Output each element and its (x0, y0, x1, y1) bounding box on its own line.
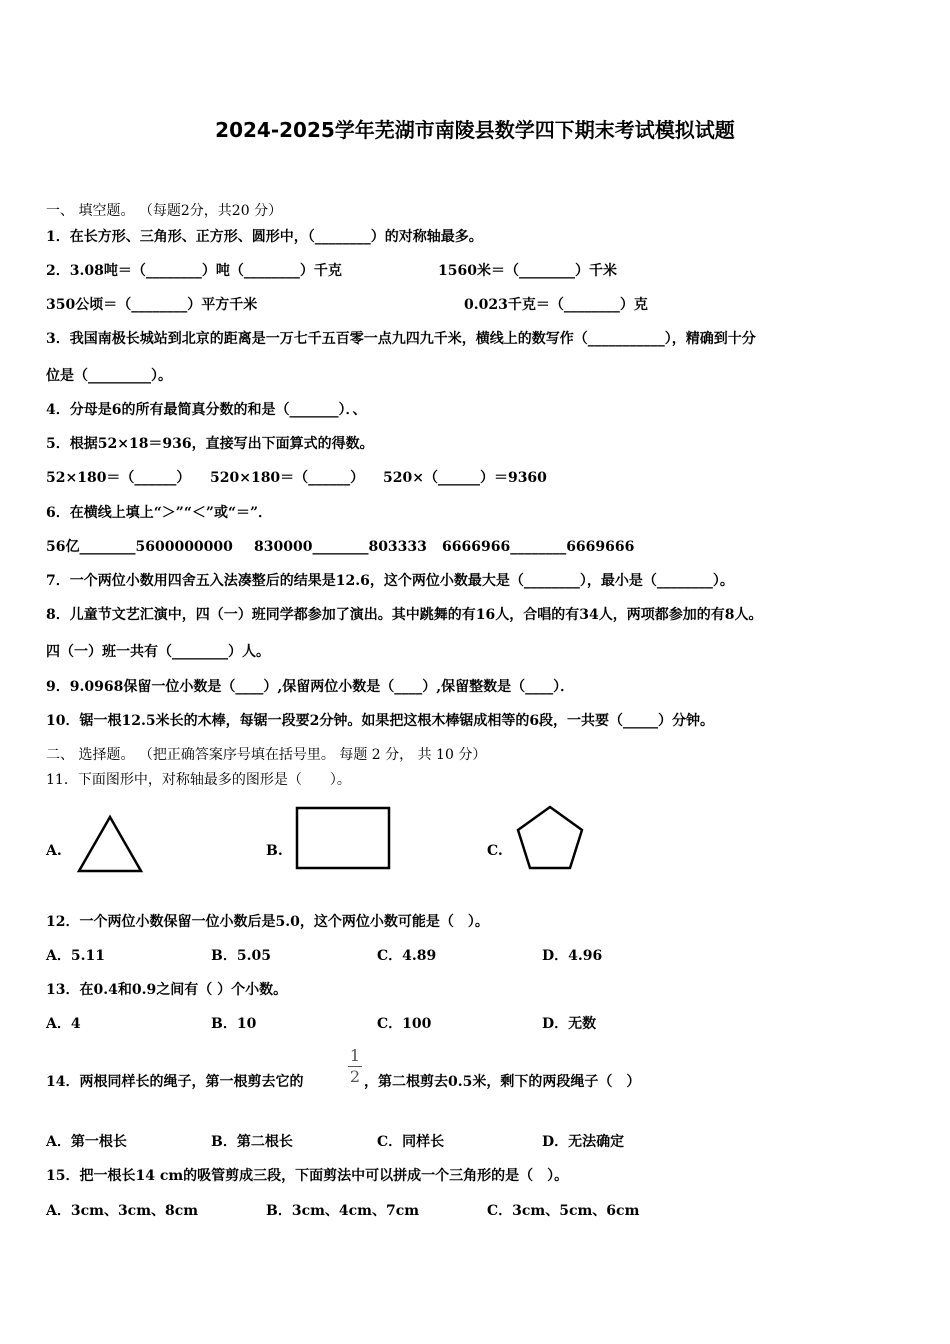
question-15-option-b: B．3cm、4cm、7cm (266, 1203, 420, 1219)
triangle-shape (76, 814, 144, 874)
question-5-part-c: 520×（______）＝9360 (383, 470, 547, 486)
question-6-part-c: 6666966________6669666 (442, 539, 635, 555)
question-11-option-a: A. (46, 843, 62, 859)
question-14-option-c: C．同样长 (377, 1134, 445, 1150)
question-14-stem-after: ，第二根剪去0.5米，剩下的两段绳子（ ） (364, 1074, 641, 1090)
question-12-option-a: A．5.11 (46, 948, 105, 964)
question-12-option-b: B．5.05 (211, 948, 271, 964)
question-15-option-c: C．3cm、5cm、6cm (487, 1203, 640, 1219)
section1-heading: 一、 填空题。 （每题2分，共20 分） (46, 203, 283, 219)
question-12-stem: 12．一个两位小数保留一位小数后是5.0，这个两位小数可能是（ ）。 (46, 914, 489, 930)
question-15-option-a: A．3cm、3cm、8cm (46, 1203, 199, 1219)
question-6-part-a: 56亿________5600000000 (46, 539, 233, 555)
question-9: 9．9.0968保留一位小数是（____）,保留两位小数是（____）,保留整数是（____）． (46, 679, 575, 695)
question-13-option-a: A．4 (46, 1016, 81, 1032)
question-2-part-a: 2．3.08吨＝（________）吨（________）千克 (46, 263, 342, 279)
question-11-option-c: C. (487, 843, 503, 859)
question-12-option-c: C．4.89 (377, 948, 437, 964)
question-3-line2: 位是（_________）。 (46, 368, 172, 384)
section2-heading: 二、 选择题。 （把正确答案序号填在括号里。 每题 2 分， 共 10 分） (46, 747, 487, 763)
question-2-part-c: 350公顷＝（________）平方千米 (46, 297, 258, 313)
question-5-part-b: 520×180＝（______） (210, 470, 365, 486)
fraction-denominator: 2 (349, 1067, 361, 1086)
question-8-line1: 8．儿童节文艺汇演中，四（一）班同学都参加了演出。其中跳舞的有16人，合唱的有34人，两项都参加的有8人。 (46, 607, 763, 623)
fraction-one-half (348, 1047, 362, 1086)
question-2-part-b: 1560米＝（________）千米 (438, 263, 617, 279)
question-7: 7．一个两位小数用四舍五入法凑整后的结果是12.6，这个两位小数最大是（________），最小是（________）。 (46, 573, 734, 589)
question-11-stem: 11．下面图形中，对称轴最多的图形是（ ）。 (46, 772, 351, 788)
question-2-part-d: 0.023千克＝（________）克 (464, 297, 648, 313)
question-6-part-b: 830000________803333 (254, 539, 427, 555)
question-8-line2: 四（一）班一共有（________）人。 (46, 644, 270, 660)
question-13-option-d: D．无数 (542, 1016, 597, 1032)
rectangle-shape (295, 806, 391, 870)
question-13-option-c: C．100 (377, 1016, 432, 1032)
question-5-part-a: 52×180＝（______） (46, 470, 191, 486)
question-4: 4．分母是6的所有最简真分数的和是（_______）．、 (46, 402, 367, 418)
page-title: 2024-2025学年芜湖市南陵县数学四下期末考试模拟试题 (215, 118, 735, 142)
fraction-numerator: 1 (349, 1046, 361, 1065)
question-14-option-a: A．第一根长 (46, 1134, 127, 1150)
question-1: 1．在长方形、三角形、正方形、圆形中，（________）的对称轴最多。 (46, 229, 483, 245)
question-14-stem-before: 14．两根同样长的绳子，第一根剪去它的 (46, 1074, 304, 1090)
question-15-stem: 15．把一根长14 cm的吸管剪成三段，下面剪法中可以拼成一个三角形的是（ ）。 (46, 1168, 569, 1184)
question-14-option-b: B．第二根长 (211, 1134, 293, 1150)
pentagon-shape (514, 804, 586, 872)
question-12-option-d: D．4.96 (542, 948, 603, 964)
question-3-line1: 3．我国南极长城站到北京的距离是一万七千五百零一点九四九千米，横线上的数写作（___________），精确到十分 (46, 331, 756, 347)
question-11-option-b: B. (266, 843, 283, 859)
question-13-stem: 13．在0.4和0.9之间有（ ）个小数。 (46, 982, 288, 998)
question-10: 10．锯一根12.5米长的木棒，每锯一段要2分钟。如果把这根木棒锯成相等的6段，一共要（_____）分钟。 (46, 713, 715, 729)
question-6-stem: 6．在横线上填上“＞”“＜”或“＝”． (46, 505, 273, 521)
question-14-option-d: D．无法确定 (542, 1134, 625, 1150)
question-13-option-b: B．10 (211, 1016, 257, 1032)
question-5-stem: 5．根据52×18＝936，直接写出下面算式的得数。 (46, 436, 374, 452)
